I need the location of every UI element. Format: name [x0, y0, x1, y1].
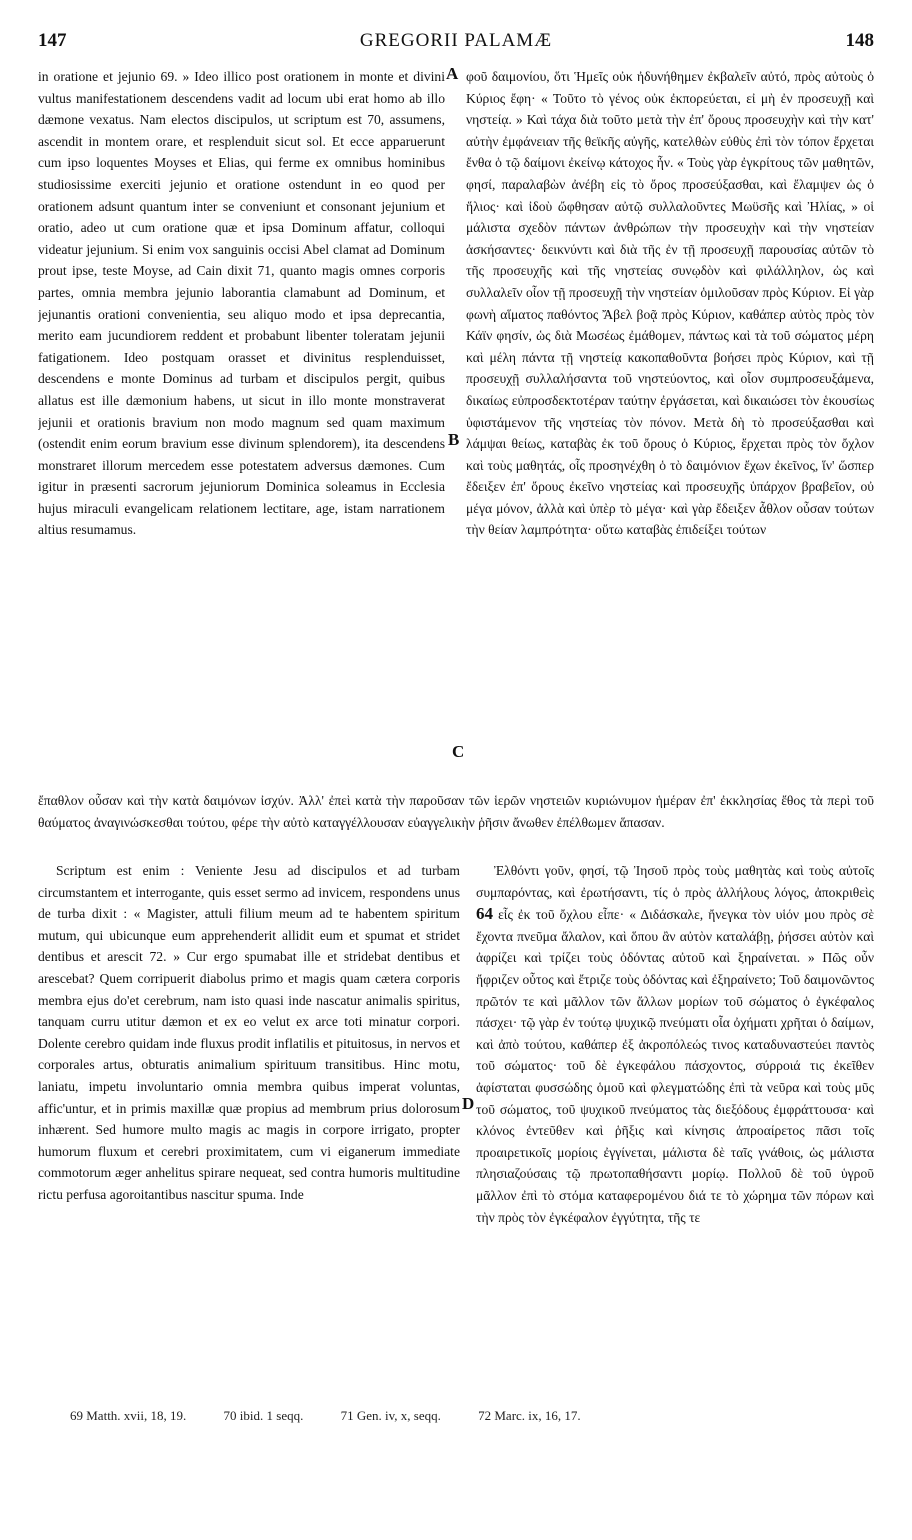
greek-bottom-text-b: εἷς ἐκ τοῦ ὄχλου εἶπε· « Διδάσκαλε, ἤνεγκα τὸν υἱόν μου πρὸς σὲ ἔχοντα πνεῦμα ἄλαλον, καὶ ὅπου ἂν αὐτὸν καταλάβῃ, ῥήσσει αὐτὸν καὶ ἀφρίζει καὶ τρίζει τοὺς ὀδόντας αὐτοῦ καὶ ξηραίνεται. » Πῶς οὖν ἤφριζεν οὗτος καὶ ἔτριζε τοὺς ὀδόντας καὶ ἐξηραίνετο; Τοῦ δαιμονῶντος πρῶτόν τε καὶ μᾶλλον τῶν ἄλλων μορίων τοῦ σώματος ὁ ἐγκέφαλος πάσχει· τῷ γὰρ ἐν τούτῳ ψυχικῷ πνεύματι οἷα ὀχήματι χρῆται ὁ δαίμων, καὶ ἀπὸ τούτου, καθάπερ ἐξ ἀκροπόλεώς τινος καταδυναστεύει παντὸς τοῦ σώματος· τοῦ δὲ ἐγκεφάλου πάσχοντος, σύρροιά τις ἐκεῖθεν ἀφίσταται φυσσώδης ὁμοῦ καὶ φλεγματώδης ἐπὶ τὰ νεῦρα καὶ τοὺς μῦς τοῦ σώματος, τοῦ ψυχικοῦ πνεύματος τὰς διεξόδους ἐμφράττουσα· καὶ κλόνος ἐντεῦθεν καὶ ῥῆξις καὶ κίνησις ἀπροαίρετος πᾶσι τοῖς προαιρετικοῖς μορίοις ἐγγίνεται, μάλιστα δὲ ταῖς γνάθοις, ὡς μάλιστα πλησιαζούσαις τῷ πρωτοπαθήσαντι μορίῳ. Πολλοῦ δὲ τοῦ ὑγροῦ μᾶλλον ἐπὶ τὸ στόμα καταφερομένου διά τε τὸ χώρημα τῶν πόρων καὶ τὴν πρὸς τὸν ἐγκέφαλον ἐγγύτητα, τῆς τε [476, 907, 874, 1225]
greek-paragraph-bottom [476, 860, 874, 1228]
greek-full-width-passage [38, 790, 874, 858]
running-title: GREGORII PALAMÆ [359, 30, 553, 51]
greek-column-bottom [476, 860, 874, 1400]
latin-column-top [38, 66, 445, 790]
margin-letter-a: A [446, 64, 459, 83]
column-number-marker: 64 [476, 904, 493, 924]
greek-span-paragraph: ἔπαθλον οὖσαν καὶ τὴν κατὰ δαιμόνων ἰσχύν. Ἀλλ' ἐπεὶ κατὰ τὴν παροῦσαν τῶν ἱερῶν νηστειῶν κυριώνυμον ἡμέραν ἐπ' ἐκκλησίας ἔθος τὰ περὶ τοῦ θαύματος ἀναγινώσκεσθαι τούτου, φέρε τὴν αὐτὸ καταγγέλλουσαν εὐαγγελικὴν ῥῆσιν ἄνωθεν ἐπέλθωμεν ἅπασαν. [38, 793, 874, 830]
footnote: 70 ibid. 1 seqq. [223, 1408, 304, 1423]
greek-bottom-text-a: Ἐλθόντι γοῦν, φησί, τῷ Ἰησοῦ πρὸς τοὺς μαθητὰς καὶ τοὺς αὐτοῖς συμπαρόντας, καὶ ἐρωτήσαντι, τίς ὁ πρὸς ἀλλήλους λόγος, ἀποκριθεὶς [476, 863, 874, 900]
latin-column-bottom [38, 860, 460, 1400]
page-number-right: 148 [845, 30, 874, 51]
latin-paragraph-bottom: Scriptum est enim : Veniente Jesu ad discipulos et ad turbam circumstantem et interrogante, quis esset sermo ad invicem, respondens unus de turba dixit : « Magister, attuli filium meum ad te habentem spiritum mutum, qui ubicunque eum apprehenderit allidit eum et spumat et stridet dentibus et arescit 72. » Cur ergo spumabat ille et stridebat dentibus et arescebat? Quem corripuerit diabolus primo et magis quam cætera corporis membra ejus do'et cerebrum, nam isto quasi inde nascatur animalis spiritus, tanquam curru utitur dæmon et ex eo velut ex arce toti minatur corpori. Dolente cerebro quidam inde fluxus prodit inflatilis et pituitosus, in nervos et corporales artus, obturatis animalium spirituum transitibus. Hinc motu, laniatu, impetu involuntario omnia membra quibus imperat voluntas, affic'untur, et in primis maxillæ quæ propius ad membrum prius dolorosum inhærent. Sed humore multo magis ac magis in corpore irrigato, propter humorum fluxum et cerebri proximitatem, cum vi eiganerum immediate commotorum æger anhelitus spirare nequeat, sed contra humoris multitudine rictu perfusa agoroitantibus nascitur spuma. Inde [38, 863, 460, 1202]
footnote: 72 Marc. ix, 16, 17. [478, 1408, 581, 1423]
greek-paragraph: φοῦ δαιμονίου, ὅτι Ἡμεῖς οὐκ ἠδυνήθημεν ἐκβαλεῖν αὐτό, πρὸς αὐτοὺς ὁ Κύριος ἔφη· « Τοῦτο τὸ γένος οὐκ ἐκπορεύεται, εἰ μὴ ἐν προσευχῇ καὶ νηστείᾳ. » Καὶ τάχα διὰ τοῦτο μετὰ τὴν ἐπ' ὄρους προσευχὴν καὶ τὴν κατ' αὐτὴν ἐμφάνειαν τῆς θεϊκῆς αὐγῆς, κατελθὼν εὐθὺς ἐπὶ τὸν τόπον ἔρχεται ἔνθα ὁ τῷ δαίμονι ἐκείνῳ κάτοχος ἦν. « Τοὺς γὰρ ἐγκρίτους τῶν μαθητῶν, φησί, παραλαβὼν ἀνέβη εἰς τὸ ὄρος προσεύξασθαι, καὶ ἔλαμψεν ὡς ὁ ἥλιος· καὶ ἰδοὺ ὤφθησαν αὐτῷ συλλαλοῦντες Μωϋσῆς καὶ Ἠλίας, » οἱ μάλιστα σχεδὸν πάντων ἀνθρώπων τὴν προσευχὴν καὶ τὴν νηστείαν ἀσκήσαντες· δεικνύντι καὶ διὰ τῆς ἐν τῇ προσευχῇ παρουσίας αὐτῶν τὸ τῆς προσευχῆς καὶ τῆς νηστείας συνῳδὸν καὶ φιλάλληλον, ὡς καὶ συλλαλεῖν οἷον τῇ προσευχῇ τὴν νηστείαν ὁμιλοῦσαν πρὸς Κύριον. Εἰ γὰρ φωνὴ αἵματος παθόντος Ἄβελ βοᾷ πρὸς Κύριον, καθάπερ αὐτὸς πρὸς τὸν Κάϊν φησίν, ὡς διὰ Μωσέως ἐμάθομεν, πάντως καὶ τὰ τοῦ σώματος μέρη καὶ μέλη πάντα τῇ νηστείᾳ κακοπαθοῦντα βοήσει πρὸς Κύριον, καὶ τῇ προσευχῇ συλλαλήσαντα τοῦ νηστεύοντος, καὶ οἷον συμπροσευξάμενα, δικαίως εὐπροσδεκτοτέραν ταύτην ἐργάσεται, καὶ δικαιώσει τὸν ἑκουσίως ὑφιστάμενον τῆς νηστείας τὸν πόνον. Μετὰ δὴ τὸ προσεύξασθαι καὶ λάμψαι θείως, καταβὰς ἐκ τοῦ ὄρους ὁ Κύριος, ἔρχεται πρὸς τὸν ὄχλον καὶ τοὺς μαθητάς, οἷς προσηνέχθη ὁ τὸ δαιμόνιον ἔχων ἐκεῖνος, ἵν' ὥσπερ ἔδειξεν ἐπ' ὄρους ἐκεῖνο νηστείας καὶ προσευχῆς ὑπάρχον βραβεῖον, οὐ μέγα μόνον, ἀλλὰ καὶ ὑπὲρ τὸ μέγα· καὶ γὰρ ἔδειξεν ἆθλον οὖσαν τούτων τὴν θείαν λαμπρότητα· οὕτω καταβὰς ἐπιδείξει τούτων [466, 69, 874, 538]
margin-letter-d: D [462, 1094, 475, 1113]
greek-column-top [466, 66, 874, 790]
footnote: 69 Matth. xvii, 18, 19. [70, 1408, 187, 1423]
margin-letter-b: B [448, 430, 460, 449]
running-header [38, 30, 874, 64]
footnote: 71 Gen. iv, x, seqq. [340, 1408, 441, 1423]
page-number-left: 147 [38, 30, 67, 51]
margin-letter-c: C [452, 742, 465, 761]
footnotes [70, 1408, 874, 1436]
latin-paragraph: in oratione et jejunio 69. » Ideo illico post orationem in monte et divini vultus manifestationem descendens vadit ad locum ubi erat homo ab illo dæmone vexatus. Nam electos discipulos, ut scriptum est 70, assumens, ascendit in montem orare, et resplenduit sicut sol. Et ecce apparuerunt cum ipso loquentes Moyses et Elias, qui ferme ex omnibus hominibus studiosissime exerciti jejunio et oratione ostendunt in eo quod per orationem adsunt quantum inter se conveniunt et consonant jejunium et oratio, adeo ut cum oratione quæ et ipsa Dominum affatur, colloqui videatur jejunium. Si enim vox sanguinis occisi Abel clamat ad Dominum prout ipse, teste Moyse, ad Cain dixit 71, quanto magis omnes corporis partes, omnia membra jejunio laborantia clamabunt ad Dominum, et jejunantis orationi convenientia, seu aliquo modo et ipsa deprecantia, merito eam jucundiorem reddent et probabunt libenter toleratam jejunii fatigationem. Ideo postquam orasset et divinitus resplenduisset, descendens e monte Dominus ad turbam et discipulos pergit, quibus allatus est ille dæmonium habens, ut sicut in illo monte monstraverat jejunii et orationis bravium non modo magnum sed quam maximum (ostendit enim eorum bravium esse divinum splendorem), ita descendens monstraret illorum mercedem esse potestatem adversus dæmones. Cum igitur in præsenti sacrorum jejuniorum Dominica soleamus in Ecclesia hujus miraculi evangelicam relationem lectitare, age, istam narrationem altius resumamus. [38, 69, 445, 538]
